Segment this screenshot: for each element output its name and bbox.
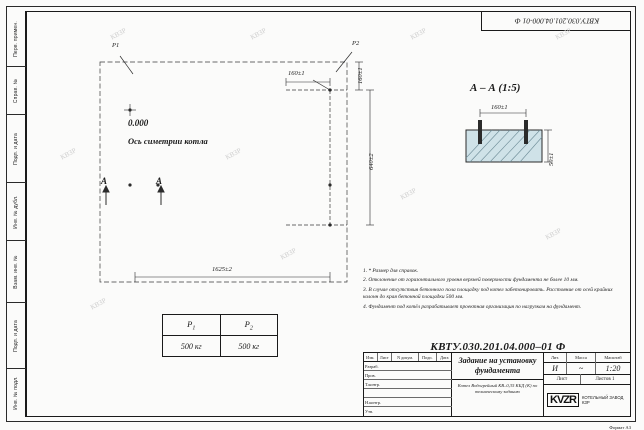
left-cell-label: Справ. № <box>13 78 19 103</box>
row-label-razrab: Разраб. <box>365 364 379 369</box>
load-header-p1-text: P <box>187 318 193 329</box>
left-cell-label: Инв. № дубл. <box>13 194 19 229</box>
col-izm: Изм. <box>364 353 378 361</box>
row-label-utv: Утв. <box>365 409 374 414</box>
load-header-p2-text: P <box>244 318 250 329</box>
dim-640-vert: 640±2 <box>368 153 375 170</box>
title-block <box>363 341 631 417</box>
left-cell-label: Инв. № подл. <box>13 376 19 410</box>
note-item: 2. Отклонение от горизонтального уровня верхней поверхности фундамента не более 10 мм. <box>363 277 579 284</box>
revision-row <box>364 380 452 389</box>
revision-row <box>364 389 452 398</box>
drawing-title: Задание на установку фундамента <box>458 356 537 375</box>
note-item: 3. В случае отсутствия бетонного пола площадку под котел забетонировать. Расстояние от осей крайних колонн до края бетонной площадки 500 мм. <box>363 286 613 301</box>
axis-caption-label: Ось симетрии котла <box>128 136 208 146</box>
watermark: КВЗР <box>279 246 298 262</box>
col-ndocum: N докум. <box>392 353 419 361</box>
row-label-prov: Пров. <box>365 373 376 378</box>
watermark: КВЗР <box>544 226 563 242</box>
meta-val-massa: ~ <box>567 362 596 374</box>
dim-50-section: 50±1 <box>548 152 555 166</box>
section-a-left-label: А <box>101 176 108 186</box>
load-header-p2-sub: 2 <box>249 325 253 332</box>
load-header-p2 <box>220 315 278 336</box>
dim-160-top: 160±1 <box>288 70 305 77</box>
note-item: 4. Фундамент под котёл разрабатывает проектная организация по нагрузкам на фундамент. <box>363 303 582 310</box>
meta-sheet-label: Лист <box>544 374 581 384</box>
watermark: КВЗР <box>109 26 128 42</box>
drawing-designation: КВТУ.030.201.04.000–01 Ф <box>430 341 566 353</box>
title-block-meta <box>544 353 630 416</box>
section-a-right-label: А <box>156 176 163 186</box>
load-value-p2: 500 кг <box>220 336 278 357</box>
dim-160-vert: 160±1 <box>357 67 364 84</box>
watermark: КВЗР <box>554 26 573 42</box>
watermark: КВЗР <box>59 146 78 162</box>
col-data: Дата <box>440 354 449 360</box>
revision-row <box>364 398 452 407</box>
logo-text: КОТЕЛЬНЫЙ ЗАВОД КЗР <box>581 394 624 405</box>
load-header-p1 <box>163 315 221 336</box>
note-item: 1. * Размер для справок. <box>363 268 419 274</box>
dim-160-section: 160±1 <box>491 104 508 111</box>
col-list: Лист <box>378 353 393 361</box>
meta-val-lit: И <box>544 362 567 374</box>
p1-label: P1 <box>112 42 120 49</box>
revision-header-row <box>364 353 452 362</box>
watermark: КВЗР <box>399 186 418 202</box>
watermark: КВЗР <box>409 26 428 42</box>
drawing-subtitle: Котел Водогрейный КВ–0,35 КБД (К) по техническому заданию <box>452 379 543 395</box>
company-logo <box>544 384 630 416</box>
revision-row <box>364 362 452 371</box>
revision-row <box>364 371 452 380</box>
sheet-format-label: Формат А3 <box>609 425 631 430</box>
row-label-nkontr: Н.контр. <box>365 400 381 405</box>
meta-col-massa: Масса <box>567 353 596 362</box>
left-cell-label: Подп. и дата <box>13 132 19 165</box>
load-value-p1: 500 кг <box>163 336 221 357</box>
load-header-p1-sub: 1 <box>192 325 196 332</box>
logo-mark: KVZR <box>547 393 579 407</box>
watermark: КВЗР <box>89 296 108 312</box>
p2-label: P2 <box>352 40 360 47</box>
table-row <box>163 336 278 357</box>
left-cell-label: Перв. примен. <box>13 20 19 57</box>
meta-sheets-count: Листов 1 <box>595 376 615 382</box>
dim-1625: 1625±2 <box>212 266 232 273</box>
watermark: КВЗР <box>249 26 268 42</box>
meta-col-masshtab: Масштаб <box>604 355 622 360</box>
watermark: КВЗР <box>224 146 243 162</box>
col-podp: Подп. <box>419 353 436 361</box>
title-block-revisions <box>364 353 452 416</box>
top-designation-text: КВТУ.030.201.04.000-01 Ф <box>514 16 599 25</box>
table-row <box>163 315 278 336</box>
left-cell-label: Подп. и дата <box>13 319 19 352</box>
load-table <box>162 314 278 357</box>
section-title-label: А – А (1:5) <box>470 82 521 94</box>
row-label-tkontr: Т.контр. <box>365 382 381 387</box>
left-cell-label: Взам. инв. № <box>13 254 19 289</box>
meta-col-lit: Лит. <box>544 353 567 362</box>
title-block-name <box>452 353 544 416</box>
zero-level-label: 0.000 <box>128 118 149 128</box>
meta-val-masshtab: 1:20 <box>605 363 621 373</box>
technical-notes <box>363 268 625 313</box>
revision-row <box>364 407 452 416</box>
